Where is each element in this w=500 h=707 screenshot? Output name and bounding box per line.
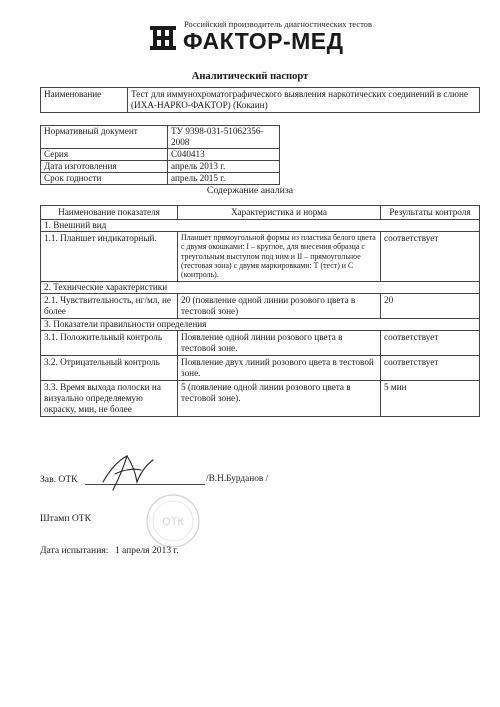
indicator-name: 3.2. Отрицательный контроль [41,355,178,380]
indicator-name: 3.1. Положительный контроль [41,330,178,355]
indicator-norm: Появление одной линии розового цвета в тестовой зоне. [178,330,381,355]
analysis-table [40,205,480,417]
detail-value: ТУ 9398-031-51062356-2008 [168,126,280,149]
section-row [41,318,480,330]
detail-row [41,149,280,161]
detail-value: С040413 [168,149,280,161]
signer-name: /В.Н.Бурданов / [206,474,269,484]
indicator-norm: Планшет прямоугольной формы из пластика белого цвета с двумя окошками: I – круглое, для внесения образца с треугольным выступом под ним и II – прямоугольное (тестовая зона) с двумя маркировками: Т (тест) и С (контроль). [178,232,381,282]
product-value: Тест для иммунохроматографического выявления наркотических соединений в слюне (ИХА-НАРКО-ФАКТОР) (Кокаин) [128,88,480,113]
analysis-caption: Содержание анализа [206,185,294,196]
table-row [41,355,480,380]
table-row [41,330,480,355]
indicator-name: 2.1. Чувствительность, нг/мл, не более [41,293,178,318]
header-name: Наименование показателя [41,206,178,220]
test-date [40,545,179,556]
logo-icon [150,26,176,50]
head-label: Зав. ОТК [40,474,78,485]
analysis-header-row [41,206,480,220]
details-table [40,125,280,185]
stamp-label: Штамп ОТК [40,513,92,524]
stamp-icon [145,493,201,549]
indicator-name: 3.3. Время выхода полоски на визуально определяемую окраску, мин, не более [41,380,178,416]
table-row [41,293,480,318]
section-title: 1. Внешний вид [41,220,480,232]
company-name: ФАКТОР-МЕД [183,28,344,54]
detail-label: Нормативный документ [41,126,168,149]
detail-row [41,161,280,173]
company-tagline: Российский производитель диагностических тестов [184,20,373,29]
indicator-norm: 5 (появление одной линии розового цвета в тестовой зоне). [178,380,381,416]
detail-label: Срок годности [41,173,168,185]
detail-label: Серия [41,149,168,161]
signature-icon [97,448,159,498]
indicator-result: соответствует [381,355,480,380]
indicator-result: 5 мин [381,380,480,416]
indicator-name: 1.1. Планшет индикаторный. [41,232,178,282]
indicator-result: 20 [381,293,480,318]
detail-row [41,173,280,185]
date-label: Дата испытания: [40,545,109,556]
section-row [41,281,480,293]
indicator-norm: 20 (появление одной линии розового цвета в тестовой зоне) [178,293,381,318]
detail-row [41,126,280,149]
indicator-norm: Появление двух линий розового цвета в тестовой зоне. [178,355,381,380]
svg-text:ОТК: ОТК [162,516,184,528]
section-title: 2. Технические характеристики [41,281,480,293]
indicator-result: соответствует [381,330,480,355]
section-title: 3. Показатели правильности определения [41,318,480,330]
header-norm: Характеристика и норма [178,206,381,220]
table-row [41,232,480,282]
header-result: Результаты контроля [381,206,480,220]
section-row [41,220,480,232]
product-table [40,87,480,113]
indicator-result: соответствует [381,232,480,282]
table-row [41,380,480,416]
detail-value: апрель 2013 г. [168,161,280,173]
detail-value: апрель 2015 г. [168,173,280,185]
detail-label: Дата изготовления [41,161,168,173]
document-title: Аналитический паспорт [191,71,309,82]
date-value: 1 апреля 2013 г. [114,545,179,556]
product-label: Наименование [41,88,128,113]
